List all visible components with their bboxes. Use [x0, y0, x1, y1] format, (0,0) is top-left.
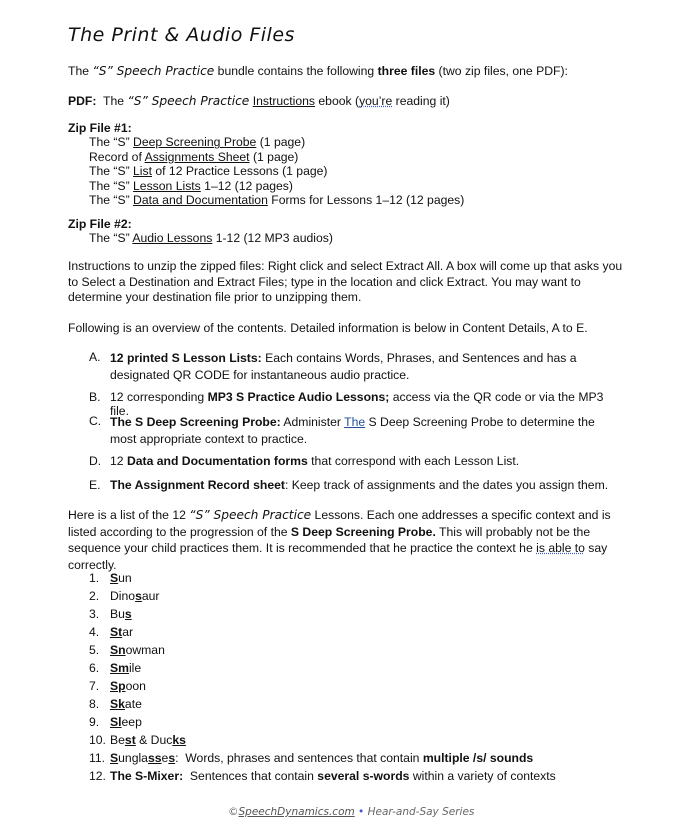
- lesson-text: Spoon: [110, 679, 146, 693]
- lesson-text: Sunglasses: Words, phrases and sentences that contain multiple /s/ sounds: [110, 751, 534, 765]
- intro-paragraph: The “S” Speech Practice bundle contains the following three files (two zip files, one PDF):: [68, 64, 568, 78]
- lesson-text: Dinosaur: [110, 589, 160, 603]
- zip1-item: The “S” Deep Screening Probe (1 page): [89, 135, 306, 150]
- zip1-item: The “S” Data and Documentation Forms for Lessons 1–12 (12 pages): [89, 193, 465, 208]
- zip1-link[interactable]: Lesson Lists: [133, 178, 201, 193]
- lesson-number: 4.: [89, 625, 100, 639]
- lesson-number: 3.: [89, 607, 100, 621]
- zip-file-2-section: [68, 217, 628, 246]
- page-footer: ©SpeechDynamics.com • Hear-and-Say Series: [228, 806, 475, 818]
- lesson-number: 1.: [89, 571, 100, 585]
- zip-file-1-section: [68, 121, 628, 207]
- overview-paragraph: Following is an overview of the contents. Detailed information is below in Content Details, A to E.: [68, 321, 588, 335]
- zip2-link[interactable]: Audio Lessons: [132, 231, 213, 246]
- lesson-number: 8.: [89, 697, 100, 711]
- zip1-item: Record of Assignments Sheet (1 page): [89, 149, 299, 164]
- instructions-link[interactable]: Instructions: [252, 94, 316, 108]
- lesson-number: 6.: [89, 661, 100, 675]
- lesson-text: Sleep: [110, 715, 142, 729]
- zip2-item: The “S” Audio Lessons 1-12 (12 MP3 audios): [89, 231, 333, 246]
- lesson-text: Star: [110, 625, 134, 639]
- lesson-number: 10.: [89, 733, 106, 747]
- lesson-text: The S-Mixer: Sentences that contain several s-words within a variety of contexts: [110, 769, 556, 783]
- lesson-text: Best & Ducks: [110, 733, 186, 747]
- zip1-link[interactable]: Deep Screening Probe: [133, 135, 257, 150]
- lesson-list-intro: Here is a list of the 12 “S” Speech Practice Lessons. Each one addresses a specific context and is listed according to the progression of the S Deep Screening Probe. This will probably not be the sequence your child practices them. It is recommended that he practice the context he is able to say correctly.: [68, 508, 611, 572]
- lesson-number: 9.: [89, 715, 100, 729]
- zip1-link[interactable]: Assignments Sheet: [144, 149, 250, 164]
- page-title: The Print & Audio Files: [68, 24, 295, 46]
- lesson-text: Smile: [110, 661, 142, 675]
- zip2-heading: Zip File #2:: [68, 217, 132, 231]
- lesson-number: 11.: [89, 751, 106, 765]
- lesson-number: 7.: [89, 679, 100, 693]
- zip1-heading: Zip File #1:: [68, 121, 132, 135]
- lesson-text: Skate: [110, 697, 142, 711]
- zip1-link[interactable]: Data and Documentation: [133, 193, 268, 208]
- zip1-link[interactable]: List: [133, 164, 152, 179]
- pdf-line: PDF: The “S” Speech Practice Instructions ebook (you’re reading it): [68, 94, 450, 108]
- zip1-item: The “S” List of 12 Practice Lessons (1 page): [89, 164, 328, 179]
- lesson-text: Sun: [110, 571, 132, 585]
- zip1-item: The “S” Lesson Lists 1–12 (12 pages): [89, 178, 293, 193]
- lesson-number: 12.: [89, 769, 106, 783]
- the-link[interactable]: The: [344, 415, 366, 429]
- website-link[interactable]: SpeechDynamics.com: [238, 806, 355, 818]
- lesson-number: 2.: [89, 589, 100, 603]
- unzip-instructions: Instructions to unzip the zipped files: Right click and select Extract All. A box will come up that asks you to Select a Destination and Extract Files; type in the location and click Extract. You may want to determine your destination file prior to unzipping them.: [68, 259, 623, 305]
- lesson-number: 5.: [89, 643, 100, 657]
- lesson-text: Snowman: [110, 643, 165, 657]
- document-page: The Print & Audio Files The “S” Speech Practice bundle contains the following three files (two zip files, one PDF): PDF: The “S” Speech Practice Instructions ebook (you’re reading it) Zip File #1: The “S” Deep Screening Probe (1 page) Record of Assignments Sheet (1 page) The “S” List of 12 Practice Lessons (1 page) The “S” Lesson Lists 1–12 (12 pages) The “S” Data and Documentation Forms for Lessons 1–12 (12 pages) Zip File #2: The “S” Audio Lessons 1-12 (12 MP3 audios) Instructions to unzip the zipped files: Right click and select Extract All. A box will come up that asks you to Select a Destination and Extract Files; type in the location and click Extract. You may want to determine your destination file prior to unzipping them. Following is an overview of the contents. Detailed information is below in Content Details, A to E. A. 12 printed S Lesson Lists: Each contains Words, Phrases, and Sentences and has a designated QR CODE for instantaneous audio practice. B. 12 corresponding MP3 S Practice Audio Lessons; access via the QR code or via the MP3 file. C. The S Deep Screening Probe: Administer The S Deep Screening Probe to determine the most appropriate context to practice. D. 12 Data and Documentation forms that correspond with each Lesson List. E. The Assignment Record sheet: Keep track of assignments and the dates you assign them. Here is a list of the 12 “S” Speech Practice Lessons. Each one addresses a specific context and is listed according to the progression of the S Deep Screening Probe. This will probably not be the sequence your child practices them. It is recommended that he practice the context he is able to say correctly. 1. Sun 2. Dinosaur 3. Bus 4. Star 5. Snowman 6. Smile 7. Spoon 8. Skate 9. Sleep 10. Best & Ducks 11. Sunglasses: Words, phrases and sentences that contain multiple /s/ sounds 12. The S-Mixer: Sentences that contain several s-words within a variety of contexts ©SpeechDynamics.com • Hear-and-Say Series: [0, 0, 689, 826]
- lesson-text: Bus: [110, 607, 132, 621]
